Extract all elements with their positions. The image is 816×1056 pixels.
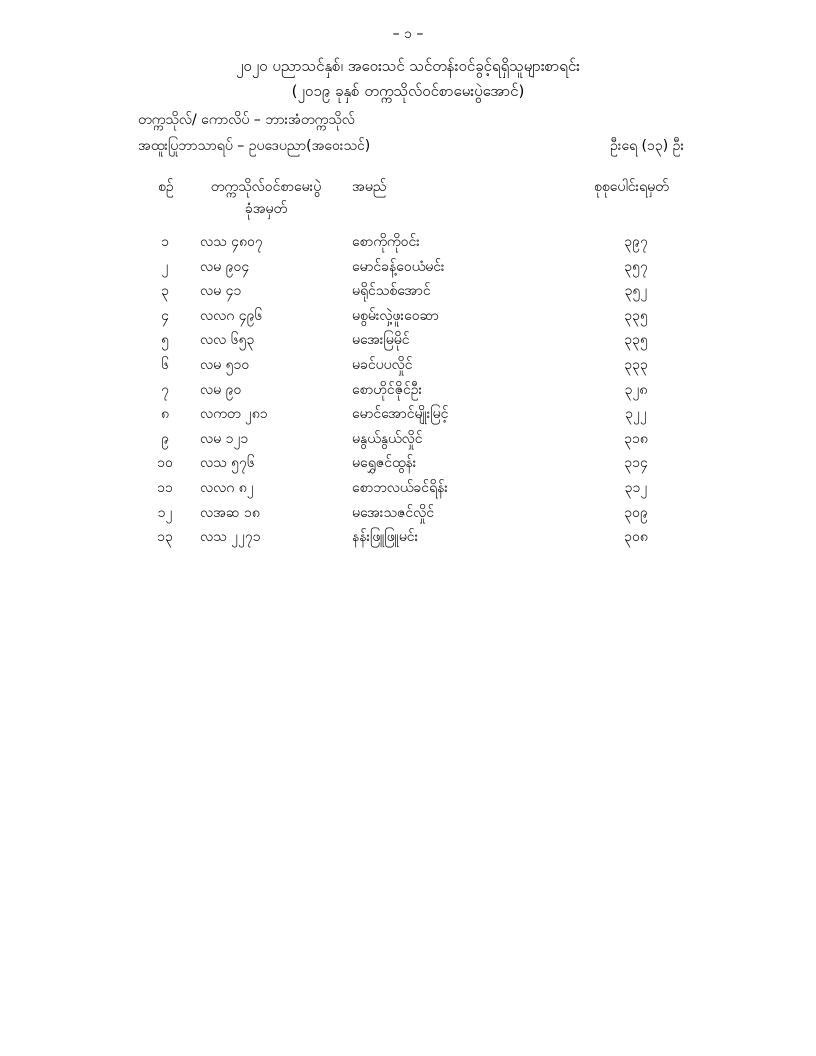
- document-subtitle: (၂၀၁၉ ခုနှစ် တက္ကသိုလ်ဝင်စာမေးပွဲအောင်): [291, 82, 525, 100]
- total-marks: ၃၂၂: [625, 406, 647, 423]
- header-roll: [192, 176, 340, 220]
- header-no: စဉ်: [158, 179, 174, 195]
- row-number: ၁၁: [157, 480, 173, 496]
- row-number: ၄: [161, 307, 169, 324]
- total-marks: ၃၁၄: [624, 455, 648, 472]
- student-name: မရွှေဇင်ထွန်း: [352, 455, 417, 472]
- student-name: မအေးသဇင်လှိုင်: [352, 504, 434, 521]
- row-number: ၆: [161, 357, 169, 373]
- row-number: ၃: [161, 283, 169, 300]
- table-row: [0, 232, 816, 256]
- table-row: [0, 453, 816, 477]
- student-name: မနွယ်နွယ်လှိုင်: [352, 430, 423, 447]
- table-row: [0, 527, 816, 551]
- roll-number: လလဂ ၈၂: [200, 480, 254, 496]
- table-row: [0, 355, 816, 379]
- page-number: – ၁ –: [392, 26, 424, 42]
- total-marks: ၃၁၈: [624, 430, 648, 447]
- roll-number: လသ ၄၈၀၇: [200, 234, 263, 250]
- roll-number: လသ ၂၂၇၁: [200, 529, 261, 546]
- student-name: မရိုင်သစ်အောင်: [352, 283, 431, 300]
- row-number: ၈: [161, 406, 169, 423]
- roll-number: လလ ၆၅၃: [200, 332, 255, 349]
- roll-number: လမ ၁၂၁: [200, 430, 249, 447]
- total-count: ဦးရေ (၁၃) ဦး: [610, 138, 684, 154]
- total-marks: ၃၂၈: [624, 381, 648, 398]
- student-name: နန်းဖြူဖြူမင်း: [352, 529, 419, 546]
- row-number: ၁၂: [157, 504, 173, 521]
- table-row: [0, 429, 816, 453]
- roll-number: လအဆ ၁၈: [200, 504, 260, 521]
- total-marks: ၃၃၅: [624, 307, 648, 324]
- major-line: အထူးပြုဘာသာရပ် – ဥပဒေပညာ(အဝေးသင်): [138, 138, 371, 154]
- student-name: မစွမ်းလှဲ့ဖူးဝေဆာ: [352, 307, 439, 324]
- table-row: [0, 478, 816, 502]
- table-row: [0, 380, 816, 404]
- roll-number: လမ ၄၁: [200, 283, 242, 300]
- total-marks: ၃၃၃: [624, 357, 648, 373]
- total-marks: ၃၉၇: [624, 234, 648, 250]
- header-name: အမည်: [352, 179, 387, 195]
- student-name: မအေးမြမိုင်: [352, 332, 410, 349]
- document-title: ၂၀၂၀ ပညာသင်နှစ်၊ အဝေးသင် သင်တန်းဝင်ခွင့်ရရှိသူများစာရင်း: [236, 57, 580, 75]
- roll-number: လကတ ၂၈၁: [200, 406, 268, 423]
- row-number: ၁: [161, 234, 169, 250]
- roll-number: လမ ၉၀: [200, 381, 242, 398]
- student-name: မောင်အောင်မျိုးမြင့်: [352, 406, 449, 423]
- table-row: [0, 306, 816, 330]
- student-name: စောဟိုင်ဇိုင်ဦး: [352, 381, 423, 398]
- student-name: စောဘလယ်ခင်ရိန်း: [352, 480, 448, 496]
- student-name: မခင်ပပလှိုင်: [352, 357, 413, 373]
- table-row: [0, 330, 816, 354]
- roll-number: လသ ၅၇၆: [200, 455, 255, 472]
- row-number: ၅: [161, 332, 169, 349]
- row-number: ၁၀: [157, 455, 173, 472]
- table-row: [0, 503, 816, 527]
- table-row: [0, 281, 816, 305]
- total-marks: ၃၃၅: [624, 332, 648, 349]
- total-marks: ၃၁၂: [624, 480, 648, 496]
- row-number: ၉: [161, 430, 169, 447]
- row-number: ၇: [161, 381, 169, 398]
- roll-number: လလဂ ၄၉၆: [200, 307, 263, 324]
- roll-number: လမ ၅၁၀: [200, 357, 250, 373]
- total-marks: ၃၅၂: [624, 283, 648, 300]
- row-number: ၂: [161, 258, 169, 275]
- total-marks: ၃၅၇: [624, 258, 648, 275]
- student-name: စောကိုကိုဝင်း: [352, 234, 420, 250]
- table-row: [0, 404, 816, 428]
- table-row: [0, 257, 816, 281]
- total-marks: ၃၀၈: [624, 529, 648, 546]
- header-roll-line-2: ခုံအမှတ်: [244, 201, 288, 217]
- header-roll-line-1: တက္ကသိုလ်ဝင်စာမေးပွဲ: [210, 179, 322, 195]
- roll-number: လမ ၉၀၄: [200, 258, 250, 275]
- university-line: တက္ကသိုလ်/ ကောလိပ် – ဘားအံတက္ကသိုလ်: [138, 112, 355, 128]
- row-number: ၁၃: [157, 529, 173, 546]
- header-marks: စုစုပေါင်းရမှတ်: [594, 179, 669, 195]
- total-marks: ၃၀၉: [624, 504, 648, 521]
- student-name: မောင်ခန့်ဝေယံမင်း: [352, 258, 445, 275]
